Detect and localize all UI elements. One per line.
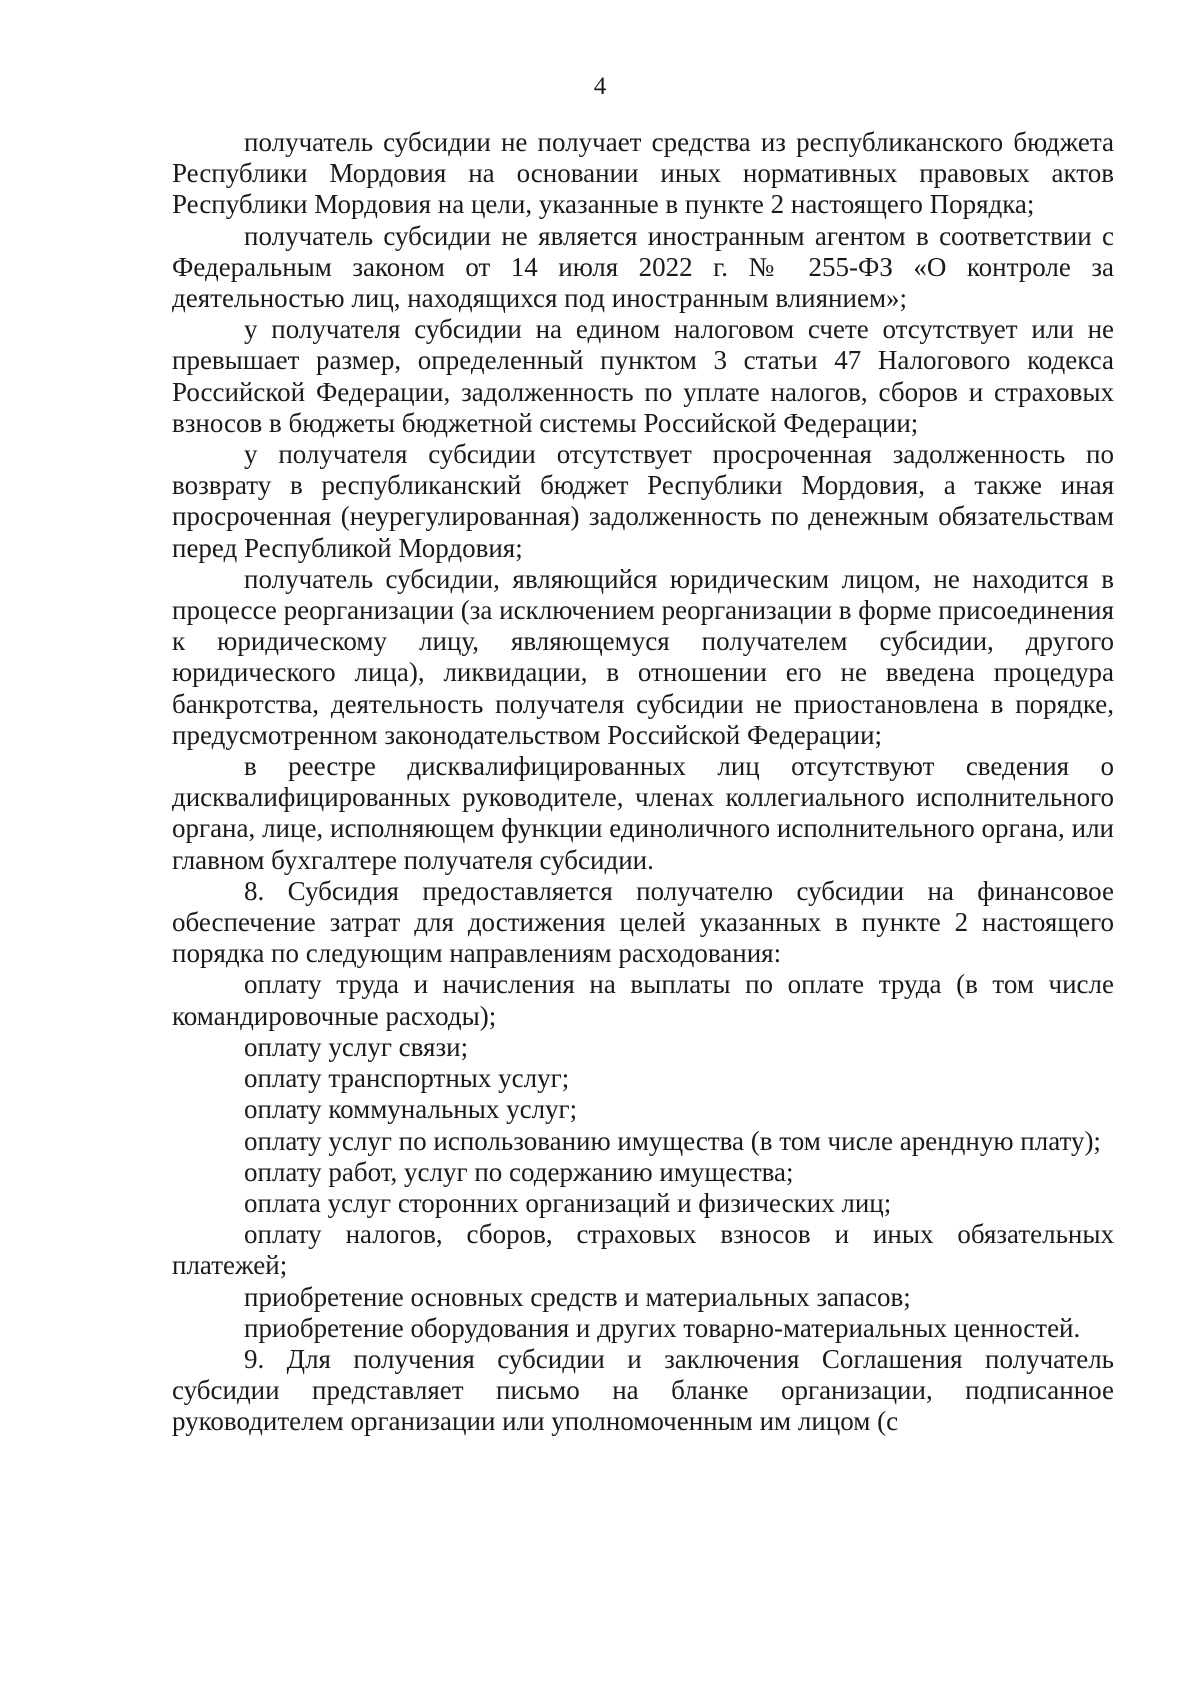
expense-item: оплату транспортных услуг; xyxy=(244,1063,570,1094)
expense-item: оплату услуг по использованию имущества (в том числе арендную плату); xyxy=(244,1125,1101,1156)
page-number: 4 xyxy=(593,73,607,100)
paragraph-item-8: 8. Субсидия предоставляется получателю субсидии на финансовое обеспечение затрат для достижения целей указанных в пункте 2 настоящего порядка по следующим направлениям расходования: xyxy=(172,875,1114,969)
paragraph: в реестре дисквалифицированных лиц отсутствуют сведения о дисквалифицированных руководителе, членах коллегиального исполнительного органа, лице, исполняющем функции единоличного исполнительного органа, или главном бухгалтере получателя субсидии. xyxy=(172,751,1114,875)
expense-item: оплата услуг сторонних организаций и физических лиц; xyxy=(244,1187,892,1218)
document-body xyxy=(172,127,1114,1438)
expense-item: оплату налогов, сборов, страховых взносов и иных обязательных платежей; xyxy=(172,1219,1114,1281)
expense-item: приобретение оборудования и других товарно-материальных ценностей. xyxy=(244,1312,1081,1343)
paragraph: получатель субсидии не является иностранным агентом в соответствии с Федеральным законом от 14 июля 2022 г. № 255-ФЗ «О контроле за деятельностью лиц, находящихся под иностранным влиянием»; xyxy=(172,220,1114,314)
paragraph-item-9: 9. Для получения субсидии и заключения Соглашения получатель субсидии представляет письмо на бланке организации, подписанное руководителем организации или уполномоченным им лицом (с xyxy=(172,1343,1114,1437)
paragraph: получатель субсидии, являющийся юридическим лицом, не находится в процессе реорганизации (за исключением реорганизации в форме присоединения к юридическому лицу, являющемуся получателем субсидии, другого юридического лица), ликвидации, в отношении его не введена процедура банкротства, деятельность получателя субсидии не приостановлена в порядке, предусмотренном законодательством Российской Федерации; xyxy=(172,563,1114,750)
expense-item: оплату работ, услуг по содержанию имущества; xyxy=(244,1156,794,1187)
expense-item: оплату труда и начисления на выплаты по оплате труда (в том числе командировочные расходы); xyxy=(172,969,1114,1031)
expense-item: приобретение основных средств и материальных запасов; xyxy=(244,1281,911,1312)
expense-item: оплату услуг связи; xyxy=(244,1031,469,1062)
paragraph: у получателя субсидии на едином налоговом счете отсутствует или не превышает размер, определенный пунктом 3 статьи 47 Налогового кодекса Российской Федерации, задолженность по уплате налогов, сборов и страховых взносов в бюджеты бюджетной системы Российской Федерации; xyxy=(172,314,1114,438)
paragraph: у получателя субсидии отсутствует просроченная задолженность по возврату в республиканский бюджет Республики Мордовия, а также иная просроченная (неурегулированная) задолженность по денежным обязательствам перед Республикой Мордовия; xyxy=(172,439,1114,563)
paragraph: получатель субсидии не получает средства из республиканского бюджета Республики Мордовия на основании иных нормативных правовых актов Республики Мордовия на цели, указанные в пункте 2 настоящего Порядка; xyxy=(172,127,1114,220)
expense-item: оплату коммунальных услуг; xyxy=(244,1094,578,1125)
